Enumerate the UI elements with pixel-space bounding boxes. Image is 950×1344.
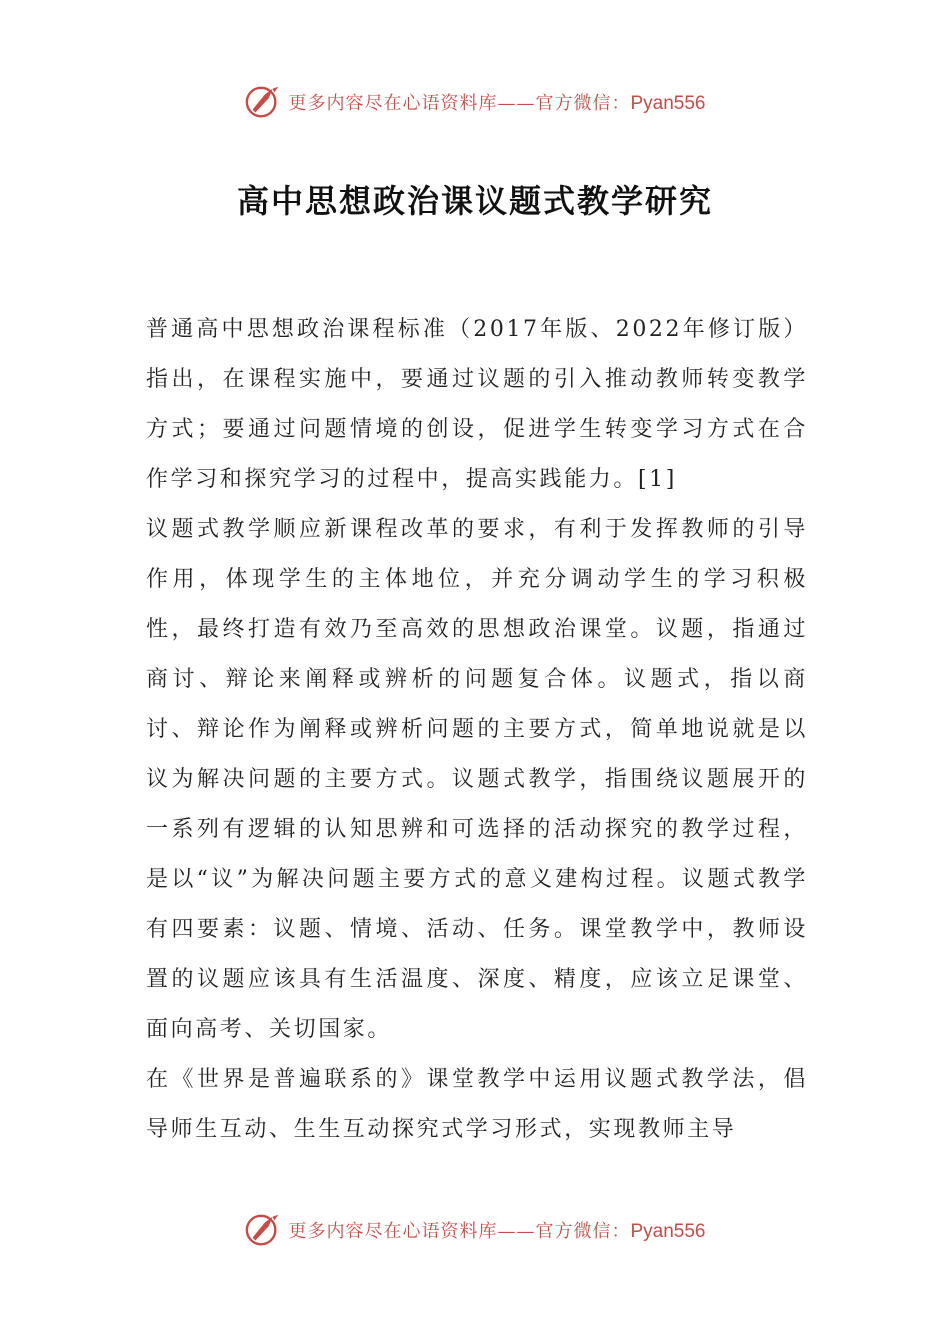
footer-banner xyxy=(0,1210,950,1250)
paragraph: 普通高中思想政治课程标准（2017年版、2022年修订版）指出，在课程实施中，要通过议题的引入推动教师转变教学方式；要通过问题情境的创设，促进学生转变学习方式在合作学习和探究学习的过程中，提高实践能力。[1] xyxy=(146,317,808,492)
header-banner-text: 更多内容尽在心语资料库——官方微信：Pyan556 xyxy=(288,93,706,114)
pen-nib-logo-icon xyxy=(244,1211,282,1249)
paragraph: 议题式教学顺应新课程改革的要求，有利于发挥教师的引导作用，体现学生的主体地位，并充分调动学生的学习积极性，最终打造有效乃至高效的思想政治课堂。议题，指通过商讨、辩论来阐释或辨析的问题复合体。议题式，指以商讨、辩论作为阐释或辨析问题的主要方式，简单地说就是以议为解决问题的主要方式。议题式教学，指围绕议题展开的一系列有逻辑的认知思辨和可选择的活动探究的教学过程，是以“议”为解决问题主要方式的意义建构过程。议题式教学有四要素：议题、情境、活动、任务。课堂教学中，教师设置的议题应该具有生活温度、深度、精度，应该立足课堂、面向高考、关切国家。 xyxy=(146,517,808,1042)
document-title: 高中思想政治课议题式教学研究 xyxy=(236,182,713,220)
paragraph: 在《世界是普遍联系的》课堂教学中运用议题式教学法，倡导师生互动、生生互动探究式学习形式，实现教师主导 xyxy=(146,1067,808,1142)
pen-nib-logo-icon xyxy=(244,83,282,121)
footer-banner-text: 更多内容尽在心语资料库——官方微信：Pyan556 xyxy=(288,1221,706,1242)
header-banner xyxy=(0,82,950,122)
document-body xyxy=(146,305,808,1155)
